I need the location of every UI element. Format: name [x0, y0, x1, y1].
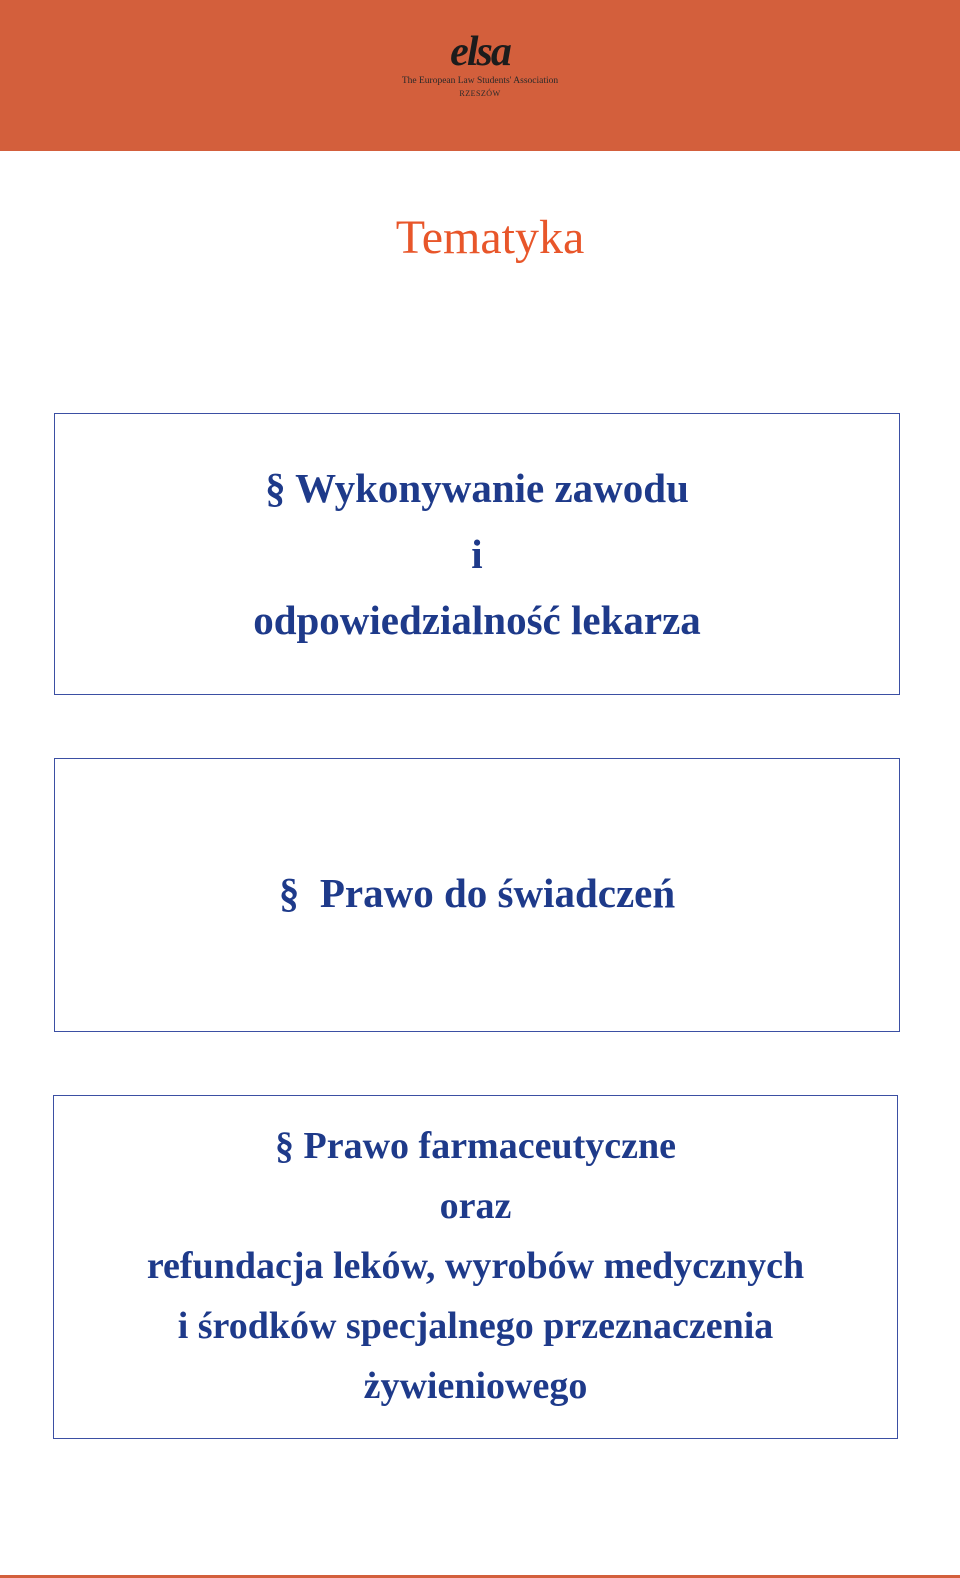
- topic-line: żywieniowego: [363, 1365, 588, 1407]
- topic-line: i: [471, 531, 483, 577]
- section-symbol-icon: §: [275, 1125, 295, 1167]
- topic-line: odpowiedzialność lekarza: [253, 597, 701, 643]
- topic-text: Prawo do świadczeń: [319, 870, 676, 916]
- section-symbol-icon: §: [278, 870, 300, 916]
- elsa-logo: [380, 30, 580, 120]
- topic-line: refundacja leków, wyrobów medycznych: [146, 1245, 805, 1287]
- logo-mark: elsa: [450, 29, 510, 75]
- section-symbol-icon: §: [265, 465, 286, 511]
- topic-box-medical-practice: [54, 413, 900, 695]
- topic-line: i środków specjalnego przeznaczenia: [177, 1305, 774, 1347]
- topic-line: [54, 1124, 897, 1168]
- topic-box-pharmaceutical-law: [53, 1095, 898, 1439]
- topic-box-benefits-law: [54, 758, 900, 1032]
- logo-subtitle: The European Law Students' Association: [401, 76, 559, 86]
- page-title: Tematyka: [395, 211, 585, 264]
- logo-city: RZESZÓW: [459, 89, 501, 98]
- header-band: [0, 0, 960, 151]
- topic-line: [55, 869, 899, 917]
- topic-line: oraz: [439, 1185, 512, 1227]
- topic-line: [55, 464, 899, 512]
- topic-text: Wykonywanie zawodu: [295, 465, 689, 511]
- topic-text: Prawo farmaceutyczne: [303, 1125, 676, 1167]
